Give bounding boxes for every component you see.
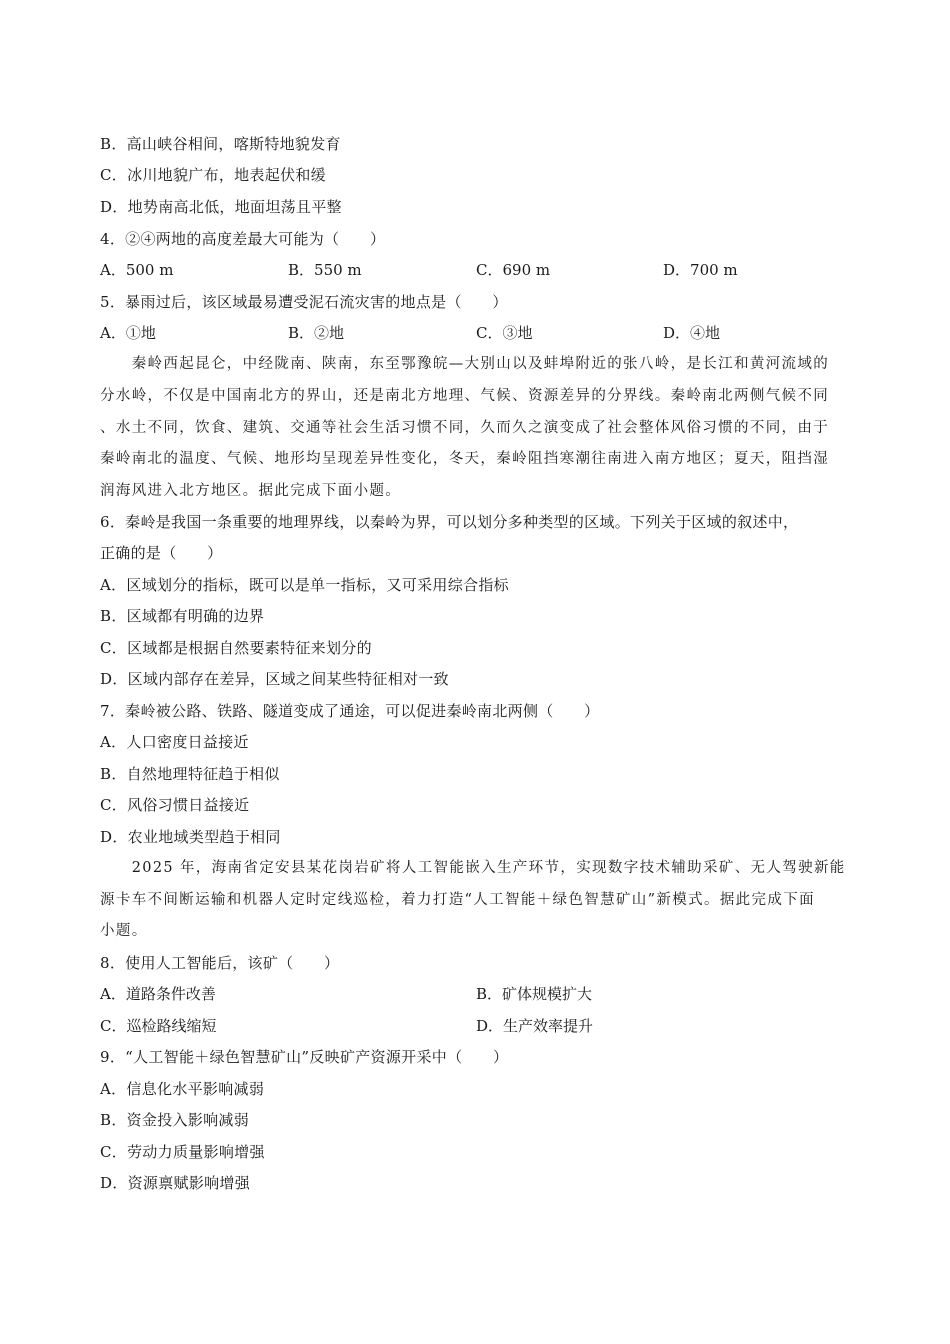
q5-option-d: D．④地 <box>663 324 721 342</box>
passage2-line: 源卡车不间断运输和机器人定时定线巡检，着力打造“人工智能＋绿色智慧矿山”新模式。据此完成下面 <box>100 892 815 908</box>
passage2-line: 小题。 <box>100 923 148 939</box>
q5-stem: 5．暴雨过后，该区域最易遭受泥石流灾害的地点是（ ） <box>100 293 508 311</box>
passage1-line: 分水岭，不仅是中国南北方的界山，还是南北方地理、气候、资源差异的分界线。秦岭南北两侧气候不同 <box>100 388 830 404</box>
q4-option-a: A．500 m <box>100 261 174 279</box>
q7-option-d: D．农业地域类型趋于相同 <box>100 828 281 846</box>
q5-option-c: C．③地 <box>476 324 533 342</box>
passage1-line: 秦岭西起昆仑，中经陇南、陕南，东至鄂豫皖—大别山以及蚌埠附近的张八岭，是长江和黄河流域的 <box>100 356 830 372</box>
q4-stem: 4．②④两地的高度差最大可能为（ ） <box>100 230 386 248</box>
q7-option-c: C．风俗习惯日益接近 <box>100 796 250 814</box>
q8-option-b: B．矿体规模扩大 <box>476 985 593 1003</box>
q3-option-d: D．地势南高北低，地面坦荡且平整 <box>100 198 342 216</box>
q4-option-b: B．550 m <box>288 261 362 279</box>
q7-option-a: A．人口密度日益接近 <box>100 733 249 751</box>
q6-option-d: D．区域内部存在差异，区域之间某些特征相对一致 <box>100 670 449 688</box>
q9-option-b: B．资金投入影响减弱 <box>100 1111 250 1129</box>
q6-stem-line2: 正确的是（ ） <box>100 544 223 562</box>
q6-option-c: C．区域都是根据自然要素特征来划分的 <box>100 639 372 657</box>
q4-option-c: C．690 m <box>476 261 551 279</box>
passage1-line: 润海风进入北方地区。据此完成下面小题。 <box>100 483 402 499</box>
q7-stem: 7．秦岭被公路、铁路、隧道变成了通途，可以促进秦岭南北两侧（ ） <box>100 702 600 720</box>
q3-option-b: B．高山峡谷相间，喀斯特地貌发育 <box>100 135 341 153</box>
q4-option-d: D．700 m <box>663 261 738 279</box>
q6-option-a: A．区域划分的指标，既可以是单一指标，又可采用综合指标 <box>100 576 509 594</box>
passage2-line: 2025 年，海南省定安县某花岗岩矿将人工智能嵌入生产环节，实现数字技术辅助采矿、无人驾驶新能 <box>100 860 846 876</box>
q6-stem-line1: 6．秦岭是我国一条重要的地理界线，以秦岭为界，可以划分多种类型的区域。下列关于区域的叙述中， <box>100 513 799 531</box>
q9-option-a: A．信息化水平影响减弱 <box>100 1080 265 1098</box>
q8-option-d: D．生产效率提升 <box>476 1017 594 1035</box>
q9-stem: 9．“人工智能＋绿色智慧矿山”反映矿产资源开采中（ ） <box>100 1048 509 1066</box>
q8-stem: 8．使用人工智能后，该矿（ ） <box>100 954 340 972</box>
q5-option-b: B．②地 <box>288 324 345 342</box>
q7-option-b: B．自然地理特征趋于相似 <box>100 765 280 783</box>
q9-option-c: C．劳动力质量影响增强 <box>100 1143 265 1161</box>
passage1-line: 秦岭南北的温度、气候、地形均呈现差异性变化，冬天，秦岭阻挡寒潮往南进入南方地区；夏天，阻挡湿 <box>100 451 830 467</box>
q9-option-d: D．资源禀赋影响增强 <box>100 1174 251 1192</box>
q6-option-b: B．区域都有明确的边界 <box>100 607 265 625</box>
q3-option-c: C．冰川地貌广布，地表起伏和缓 <box>100 166 326 184</box>
q8-option-a: A．道路条件改善 <box>100 985 216 1003</box>
q8-option-c: C．巡检路线缩短 <box>100 1017 217 1035</box>
passage1-line: 、水土不同，饮食、建筑、交通等社会生活习惯不同，久而久之演变成了社会整体风俗习惯的不同，由于 <box>100 420 830 436</box>
q5-option-a: A．①地 <box>100 324 156 342</box>
